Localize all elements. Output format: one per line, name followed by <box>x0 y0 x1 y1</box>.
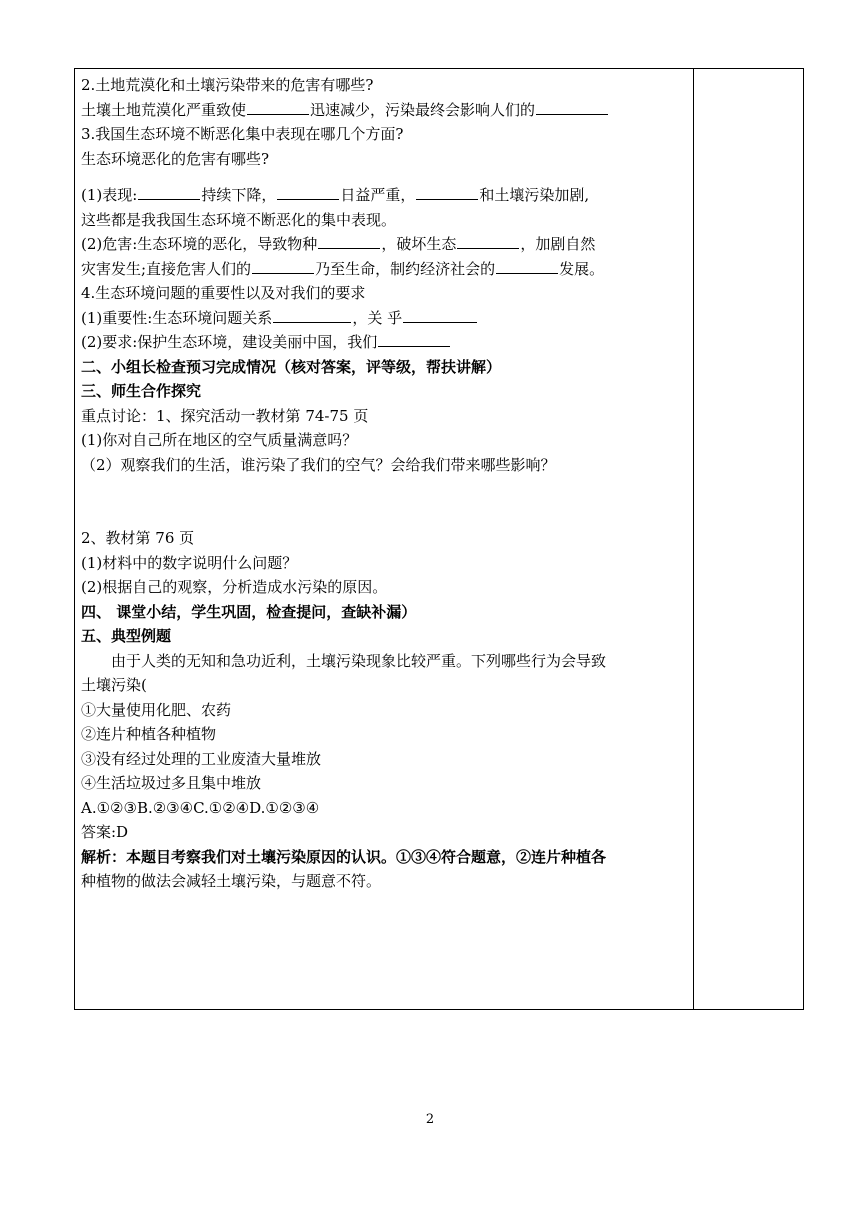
fill-blank[interactable] <box>378 330 450 347</box>
text: 土壤土地荒漠化严重致使 <box>81 100 247 119</box>
page-number: 2 <box>425 1112 435 1127</box>
text: ，关 乎 <box>352 308 403 327</box>
example-option-4: ④生活垃圾过多且集中堆放 <box>81 774 262 792</box>
answer-space <box>81 477 687 526</box>
main-cell <box>81 73 687 894</box>
example-choices: A.①②③B.②③④C.①②④D.①②③④ <box>81 798 320 817</box>
section-4-heading: 四、 课堂小结，学生巩固，检查提问，查缺补漏） <box>81 602 417 621</box>
section-2-heading: 二、小组长检查预习完成情况（核对答案，评等级，帮扶讲解） <box>81 357 502 376</box>
text: ，加剧自然 <box>520 235 596 253</box>
section-5-heading: 五、典型例题 <box>81 627 172 645</box>
q3-row1 <box>81 183 687 208</box>
example-analysis-cont: 种植物的做法会减轻土壤污染，与题意不符。 <box>81 872 382 890</box>
discussion-2: 2、教材第 76 页 <box>81 529 195 547</box>
text: (1)表现: <box>81 186 138 204</box>
q4-row1 <box>81 306 687 331</box>
example-analysis: 解析：本题目考察我们对土壤污染原因的认识。①③④符合题意，②连片种植各 <box>81 847 607 866</box>
fill-blank[interactable] <box>416 183 478 200</box>
text: (2)危害:生态环境的恶化，导致物种 <box>81 235 318 253</box>
q3-row2 <box>81 232 687 257</box>
fill-blank[interactable] <box>277 183 339 200</box>
text: 迅速减少，污染最终会影响人们的 <box>310 100 536 119</box>
fill-blank[interactable] <box>496 257 558 274</box>
q3-title: 3.我国生态环境不断恶化集中表现在哪几个方面? <box>81 125 404 143</box>
discussion-1-q2: （2）观察我们的生活，谁污染了我们的空气？会给我们带来哪些影响？ <box>81 455 556 474</box>
fill-blank[interactable] <box>252 257 314 274</box>
text: 日益严重， <box>340 186 416 204</box>
fill-blank[interactable] <box>247 98 309 115</box>
discussion-1: 重点讨论：1、探究活动一教材第 74-75 页 <box>81 406 369 425</box>
fill-blank[interactable] <box>318 232 380 249</box>
example-option-2: ②连片种植各种植物 <box>81 725 217 743</box>
discussion-2-q2: (2)根据自己的观察，分析造成水污染的原因。 <box>81 578 388 596</box>
q2-answer-line <box>81 98 687 123</box>
example-stem: 由于人类的无知和急功近利，土壤污染现象比较严重。下列哪些行为会导致 <box>111 651 607 670</box>
fill-blank[interactable] <box>138 183 200 200</box>
text: 发展。 <box>559 259 605 278</box>
fill-blank[interactable] <box>457 232 519 249</box>
discussion-2-q1: (1)材料中的数字说明什么问题？ <box>81 553 298 572</box>
section-3-heading: 三、师生合作探究 <box>81 382 202 400</box>
text: 持续下降， <box>201 186 277 204</box>
q4-row2 <box>81 330 687 355</box>
spacer <box>81 171 687 183</box>
q3-row2-cont <box>81 257 687 282</box>
q3-row1-cont: 这些都是我我国生态环境不断恶化的集中表现。 <box>81 210 397 229</box>
text: 乃至生命，制约经济社会的 <box>315 259 496 278</box>
text: 灾害发生;直接危害人们的 <box>81 259 252 278</box>
column-divider <box>693 69 694 1009</box>
discussion-1-q1: (1)你对自己所在地区的空气质量满意吗？ <box>81 431 358 449</box>
text: (2)要求:保护生态环境，建设美丽中国，我们 <box>81 333 378 351</box>
example-stem-cont: 土壤污染( <box>81 676 147 694</box>
fill-blank[interactable] <box>536 98 608 115</box>
text: ，破坏生态 <box>381 235 457 253</box>
fill-blank[interactable] <box>403 306 477 323</box>
example-option-3: ③没有经过处理的工业废渣大量堆放 <box>81 749 322 768</box>
q3-subtitle: 生态环境恶化的危害有哪些? <box>81 149 270 168</box>
text: 和土壤污染加剧, <box>479 186 590 204</box>
q2-title: 2.土地荒漠化和土壤污染带来的危害有哪些? <box>81 76 374 94</box>
fill-blank[interactable] <box>273 306 351 323</box>
text: (1)重要性:生态环境问题关系 <box>81 308 273 327</box>
example-answer: 答案:D <box>81 823 129 841</box>
q4-title: 4.生态环境问题的重要性以及对我们的要求 <box>81 284 366 302</box>
example-option-1: ①大量使用化肥、农药 <box>81 700 232 719</box>
lesson-table <box>74 68 804 1010</box>
